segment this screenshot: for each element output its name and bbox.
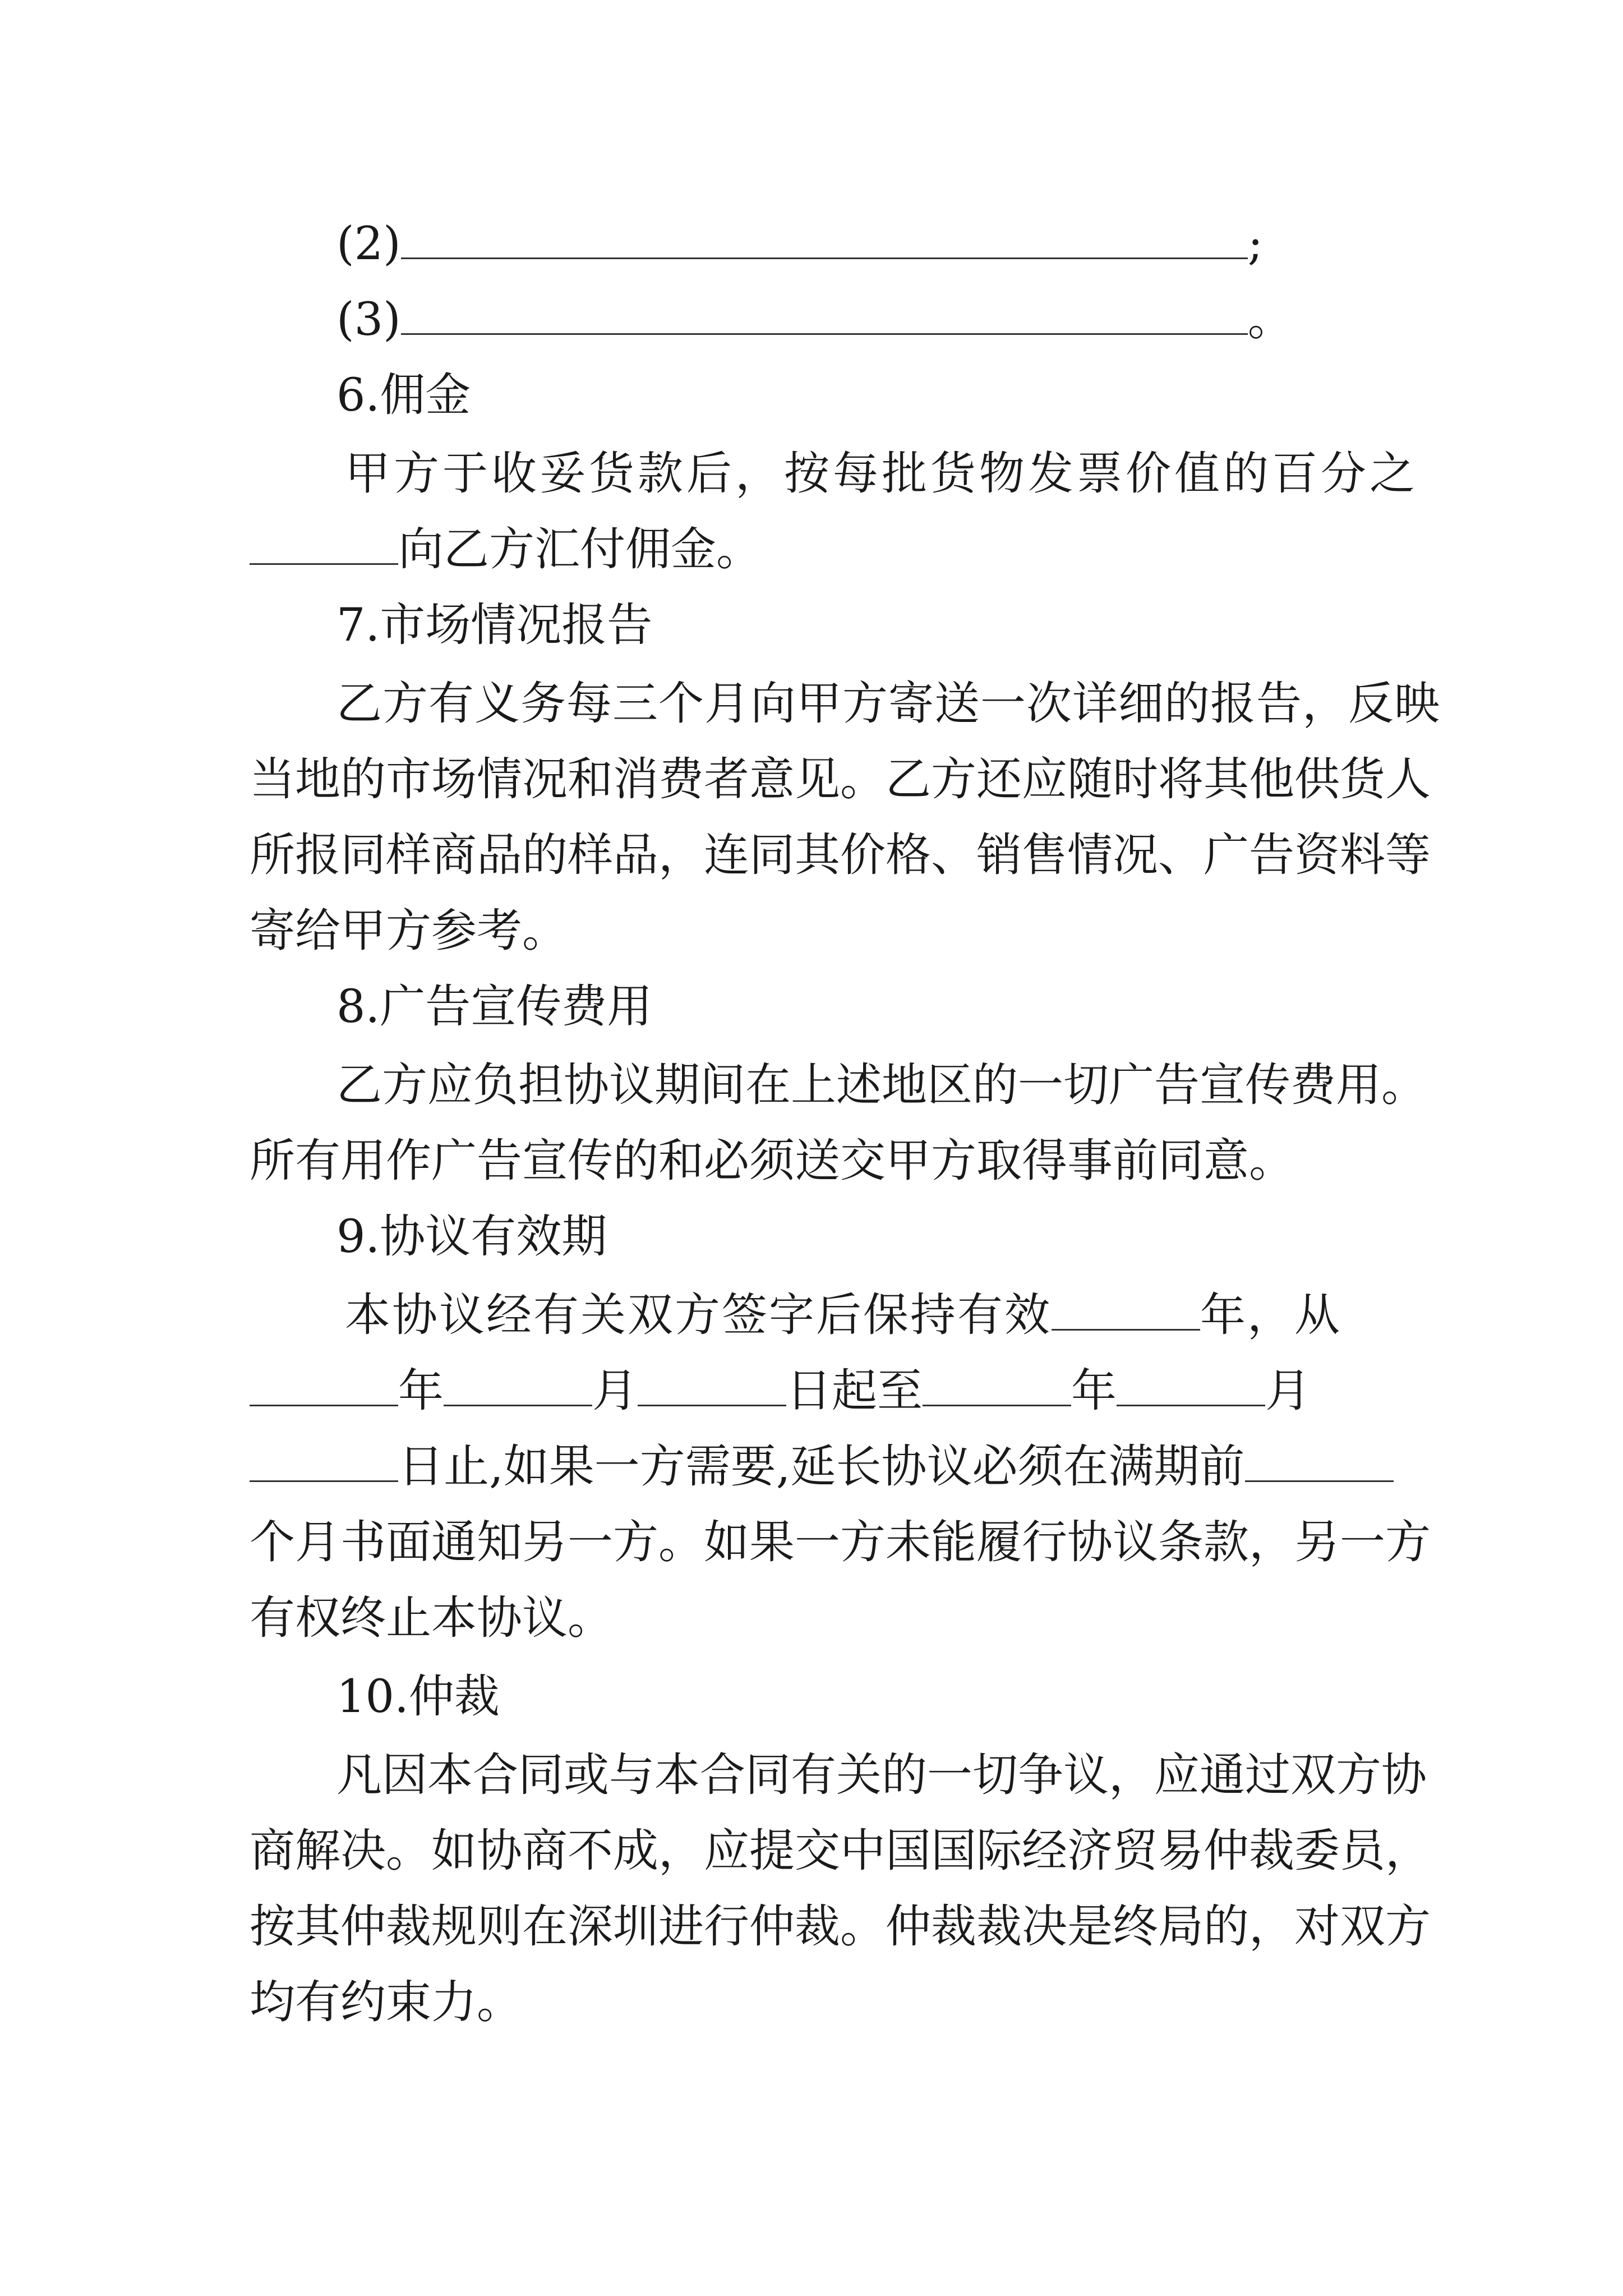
section-9-heading: 9.协议有效期 — [336, 1211, 607, 1263]
section-10-text-line-3: 按其仲裁规则在深圳进行仲裁。仲裁裁决是终局的，对双方 — [250, 1901, 1431, 1953]
section-8-text-line-1: 乙方应负担协议期间在上述地区的一切广告宣传费用。 — [336, 1059, 1427, 1112]
section-9-text-line-1 — [345, 1287, 1341, 1343]
section-8-text-line-2: 所有用作广告宣传的和必须送交甲方取得事前同意。 — [250, 1135, 1295, 1188]
section-10-text-line-1: 凡因本合同或与本合同有关的一切争议，应通过双方协 — [336, 1749, 1427, 1802]
item-3-line — [336, 292, 1293, 348]
section-7-text-line-3: 所报同样商品的样品，连同其价格、销售情况、广告资料等 — [250, 829, 1431, 882]
section-10-text-line-2: 商解决。如协商不成，应提交中国国际经济贸易仲裁委员， — [250, 1825, 1431, 1878]
end-month-label: 月 — [1265, 1365, 1311, 1418]
end-year-blank[interactable] — [923, 1365, 1071, 1406]
end-year-label: 年 — [1071, 1365, 1117, 1418]
end-month-blank[interactable] — [1117, 1365, 1265, 1406]
start-day-blank[interactable] — [638, 1365, 786, 1406]
extension-text: 日止,如果一方需要,延长协议必须在满期前 — [398, 1441, 1245, 1493]
commission-percent-blank[interactable] — [250, 524, 398, 565]
section-10-heading: 10.仲裁 — [336, 1671, 500, 1723]
start-month-label: 月 — [592, 1365, 638, 1418]
section-7-text-line-2: 当地的市场情况和消费者意见。乙方还应随时将其他供货人 — [250, 753, 1431, 806]
validity-year-from: 年，从 — [1200, 1289, 1342, 1342]
section-6-text-line-2 — [250, 522, 762, 578]
validity-text: 本协议经有关双方签字后保持有效 — [345, 1289, 1052, 1342]
start-day-label: 日起至 — [786, 1365, 923, 1418]
item-2-line — [336, 216, 1263, 272]
item-2-punct: ; — [1247, 218, 1264, 270]
section-9-text-line-3 — [250, 1439, 1394, 1495]
item-3-blank[interactable] — [401, 294, 1248, 335]
section-6-text-line-2-text: 向乙方汇付佣金。 — [398, 523, 762, 576]
section-7-heading: 7.市场情况报告 — [336, 599, 653, 652]
end-day-blank[interactable] — [250, 1441, 398, 1482]
start-year-label: 年 — [398, 1365, 444, 1418]
validity-years-blank[interactable] — [1052, 1290, 1200, 1331]
item-2-number: (2) — [336, 218, 401, 270]
section-6-text-line-1: 甲方于收妥货款后，按每批货物发票价值的百分之 — [345, 448, 1419, 500]
start-month-blank[interactable] — [444, 1365, 592, 1406]
section-7-text-line-4: 寄给甲方参考。 — [250, 905, 568, 958]
section-9-text-line-2 — [250, 1363, 1311, 1419]
start-year-blank[interactable] — [250, 1365, 398, 1406]
section-8-heading: 8.广告宣传费用 — [336, 981, 653, 1033]
item-3-punct: 。 — [1247, 293, 1293, 346]
section-7-text-line-1: 乙方有义务每三个月向甲方寄送一次详细的报告，反映 — [336, 678, 1441, 730]
section-10-text-line-4: 均有约束力。 — [250, 1976, 523, 2029]
section-9-text-line-5: 有权终止本协议。 — [250, 1592, 614, 1645]
item-3-number: (3) — [336, 293, 401, 346]
item-2-blank[interactable] — [401, 218, 1248, 259]
section-9-text-line-4: 个月书面通知另一方。如果一方未能履行协议条款，另一方 — [250, 1516, 1431, 1569]
notice-months-blank[interactable] — [1245, 1441, 1394, 1482]
section-6-heading: 6.佣金 — [336, 369, 471, 422]
